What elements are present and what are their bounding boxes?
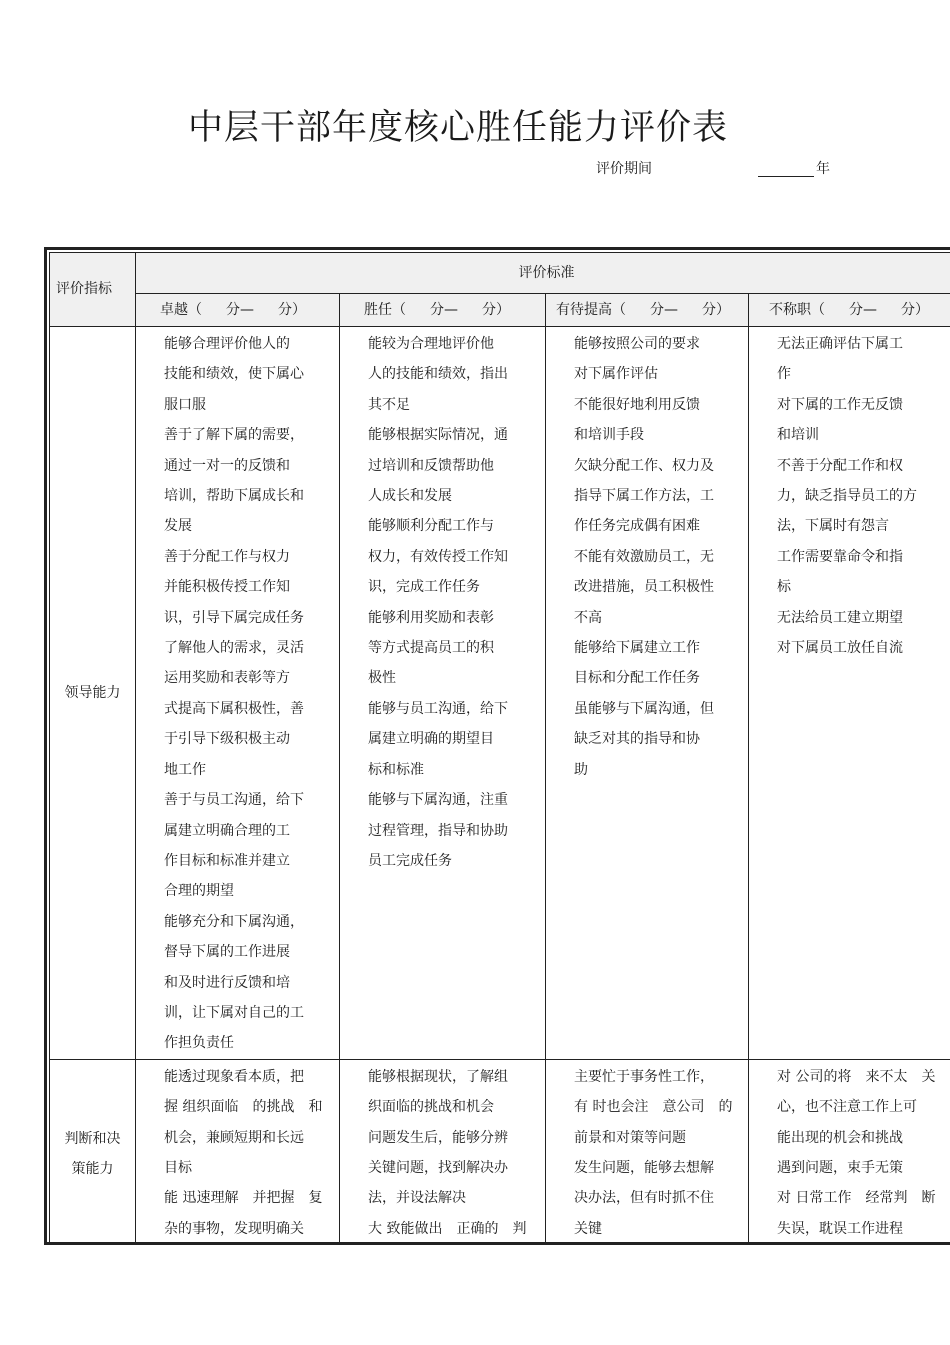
- grade-header-row: [50, 294, 950, 327]
- cell-line: 能够利用奖励和表彰: [368, 609, 494, 626]
- criteria-cell: [749, 327, 950, 1060]
- header-standard: 评价标准: [136, 253, 950, 294]
- cell-line: 识，完成工作任务: [368, 579, 480, 596]
- cell-line: 能较为合理地评价他: [368, 336, 494, 352]
- evaluation-table-frame: [44, 247, 950, 1245]
- cell-line: 能够根据实际情况，通: [368, 427, 508, 444]
- cell-line: 督导下属的工作进展: [164, 944, 290, 961]
- table-row: [50, 327, 950, 1060]
- cell-line: 和培训: [777, 427, 819, 444]
- cell-line: 能够顺利分配工作与: [368, 518, 494, 535]
- criteria-cell: [136, 327, 340, 1060]
- cell-line: 主要忙于事务性工作，: [574, 1068, 714, 1085]
- cell-line: 能够给下属建立工作: [574, 640, 700, 657]
- cell-line: 法，并设法解决: [368, 1190, 466, 1207]
- cell-line: 失误，耽误工作进程: [777, 1220, 903, 1237]
- cell-line: 于引导下级积极主动: [164, 731, 290, 748]
- cell-line: 不善于分配工作和权: [777, 457, 903, 474]
- cell-line: 和培训手段: [574, 427, 644, 444]
- cell-line: 过程管理，指导和协助: [368, 822, 508, 839]
- cell-line: 训，让下属对自己的工: [164, 1004, 304, 1021]
- cell-line: 标: [777, 579, 791, 596]
- cell-line: 属建立明确合理的工: [164, 822, 290, 839]
- cell-line: 式提高下属积极性，善: [164, 700, 304, 717]
- cell-line: 不能很好地利用反馈: [574, 396, 700, 413]
- cell-line: 员工完成任务: [368, 852, 452, 869]
- cell-line: 心，也不注意工作上可: [777, 1099, 917, 1116]
- cell-line: 作担负责任: [164, 1035, 234, 1052]
- period-year-suffix: 年: [816, 161, 830, 177]
- cell-line: 目标: [164, 1159, 192, 1176]
- cell-line: 过培训和反馈帮助他: [368, 457, 494, 474]
- cell-line: 能够根据现状，了解组: [368, 1068, 508, 1085]
- cell-line: 关键问题，找到解决办: [368, 1159, 508, 1176]
- cell-line: 法，下属时有怨言: [777, 518, 889, 535]
- cell-line: 能够与下属沟通，注重: [368, 792, 508, 809]
- cell-line: 作任务完成偶有困难: [574, 518, 700, 535]
- cell-line: 并能积极传授工作知: [164, 579, 290, 596]
- header-indicator: 评价指标: [50, 253, 136, 327]
- criteria-cell: [136, 1059, 340, 1245]
- cell-line: 判断和决: [64, 1130, 121, 1147]
- document-title: 中层干部年度核心胜任能力评价表: [188, 108, 729, 148]
- cell-line: 机会，兼顾短期和长远: [164, 1129, 304, 1146]
- cell-line: 能够合理评价他人的: [164, 336, 290, 352]
- criteria-cell: [340, 327, 546, 1060]
- cell-line: 能够充分和下属沟通，: [164, 913, 304, 930]
- cell-line: 了解他人的需求，灵活: [164, 640, 304, 657]
- cell-line: 策能力: [71, 1160, 114, 1177]
- cell-line: 极性: [368, 670, 396, 687]
- row-label-leadership: 领导能力: [50, 327, 136, 1060]
- grade-unqualified: 不称职（ 分— 分）: [749, 294, 950, 327]
- cell-line: 能出现的机会和挑战: [777, 1129, 903, 1146]
- cell-line: 前景和对策等问题: [574, 1129, 686, 1146]
- cell-line: 能透过现象看本质，把: [164, 1068, 304, 1085]
- grade-needs-improvement: 有待提高（ 分— 分）: [546, 294, 749, 327]
- cell-line: 决办法，但有时抓不住: [574, 1190, 714, 1207]
- cell-line: 培训，帮助下属成长和: [164, 488, 304, 505]
- cell-line: 无法给员工建立期望: [777, 609, 903, 626]
- cell-line: 织面临的挑战和机会: [368, 1099, 494, 1116]
- grade-excellent: 卓越（ 分— 分）: [136, 294, 340, 327]
- cell-line: 合理的期望: [164, 883, 234, 900]
- cell-line: 遇到问题，束手无策: [777, 1159, 903, 1176]
- cell-line: 杂的事物，发现明确关: [164, 1220, 304, 1237]
- cell-line: 善于分配工作与权力: [164, 548, 290, 565]
- cell-line: 虽能够与下属沟通，但: [574, 700, 714, 717]
- cell-line: 工作需要靠命令和指: [777, 548, 903, 565]
- criteria-cell: [340, 1059, 546, 1245]
- period-label: 评价期间: [596, 161, 652, 177]
- criteria-cell: [546, 327, 749, 1060]
- cell-line: 握 组织面临 的挑战 和: [164, 1099, 323, 1116]
- criteria-cell: [546, 1059, 749, 1245]
- cell-line: 目标和分配工作任务: [574, 670, 700, 687]
- cell-line: 和及时进行反馈和培: [164, 974, 290, 991]
- cell-line: 作: [777, 366, 791, 383]
- cell-line: 人成长和发展: [368, 488, 452, 505]
- cell-line: 问题发生后，能够分辨: [368, 1129, 508, 1146]
- cell-line: 对下属的工作无反馈: [777, 396, 903, 413]
- cell-line: 技能和绩效，使下属心: [164, 366, 304, 383]
- cell-line: 发生问题，能够去想解: [574, 1159, 714, 1176]
- cell-line: 善于了解下属的需要，: [164, 427, 304, 444]
- cell-line: 等方式提高员工的积: [368, 640, 494, 657]
- cell-line: 能够按照公司的要求: [574, 336, 700, 352]
- cell-line: 有 时也会注 意公司 的: [574, 1099, 733, 1116]
- cell-line: 属建立明确的期望目: [368, 731, 494, 748]
- grade-competent: 胜任（ 分— 分）: [340, 294, 546, 327]
- cell-line: 改进措施，员工积极性: [574, 579, 714, 596]
- cell-line: 力，缺乏指导员工的方: [777, 488, 917, 505]
- cell-line: 欠缺分配工作、权力及: [574, 457, 714, 474]
- cell-line: 关键: [574, 1220, 602, 1237]
- cell-line: 对 公司的将 来不太 关: [777, 1068, 936, 1085]
- cell-line: 不高: [574, 609, 602, 626]
- cell-line: 权力，有效传授工作知: [368, 548, 508, 565]
- cell-line: 服口服: [164, 396, 206, 413]
- cell-line: 对下属作评估: [574, 366, 658, 383]
- cell-line: 对 日常工作 经常判 断: [777, 1190, 936, 1207]
- table-row: [50, 1059, 950, 1245]
- cell-line: 其不足: [368, 396, 410, 413]
- period-year-blank[interactable]: [758, 176, 814, 177]
- cell-line: 作目标和标准并建立: [164, 852, 290, 869]
- cell-line: 善于与员工沟通，给下: [164, 792, 304, 809]
- evaluation-table: [49, 252, 950, 1245]
- cell-line: 标和标准: [368, 761, 424, 778]
- cell-line: 能够与员工沟通，给下: [368, 700, 508, 717]
- cell-line: 不能有效激励员工，无: [574, 548, 714, 565]
- row-label-judgment: [50, 1059, 136, 1245]
- cell-line: 运用奖励和表彰等方: [164, 670, 290, 687]
- cell-line: 发展: [164, 518, 192, 535]
- cell-line: 无法正确评估下属工: [777, 336, 903, 352]
- cell-line: 对下属员工放任自流: [777, 640, 903, 657]
- cell-line: 指导下属工作方法，工: [574, 488, 714, 505]
- criteria-cell: [749, 1059, 950, 1245]
- cell-line: 识，引导下属完成任务: [164, 609, 304, 626]
- cell-line: 助: [574, 761, 588, 778]
- cell-line: 缺乏对其的指导和协: [574, 731, 700, 748]
- cell-line: 通过一对一的反馈和: [164, 457, 290, 474]
- cell-line: 人的技能和绩效，指出: [368, 366, 508, 383]
- cell-line: 地工作: [164, 761, 206, 778]
- cell-line: 大 致能做出 正确的 判: [368, 1220, 527, 1237]
- cell-line: 能 迅速理解 并把握 复: [164, 1190, 323, 1207]
